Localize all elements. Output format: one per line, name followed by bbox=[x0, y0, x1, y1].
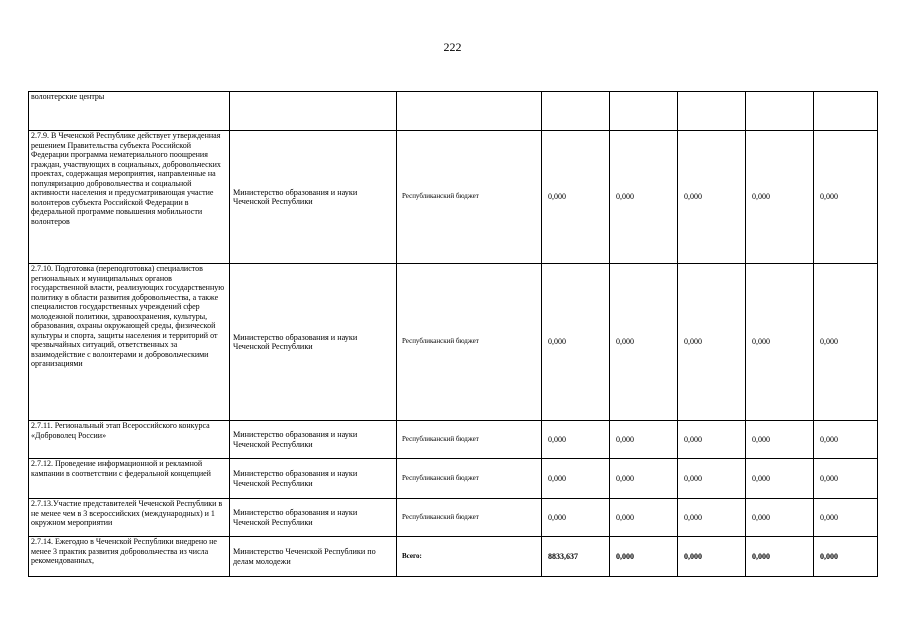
value-cell: 0,000 bbox=[678, 421, 746, 459]
value-cell bbox=[746, 92, 814, 131]
table-row bbox=[29, 537, 878, 577]
executor-cell: Министерство Чеченской Республики по делам молодежи bbox=[230, 537, 397, 577]
table-row bbox=[29, 92, 878, 131]
value-cell: 0,000 bbox=[542, 131, 610, 264]
event-cell: волонтерские центры bbox=[29, 92, 230, 131]
table-row bbox=[29, 499, 878, 537]
event-cell: 2.7.11. Региональный этап Всероссийского конкурса «Доброволец России» bbox=[29, 421, 230, 459]
funding-source-cell: Республиканский бюджет bbox=[397, 264, 542, 421]
value-cell: 0,000 bbox=[814, 499, 878, 537]
value-cell: 0,000 bbox=[610, 131, 678, 264]
value-cell: 8833,637 bbox=[542, 537, 610, 577]
value-cell: 0,000 bbox=[542, 264, 610, 421]
event-cell: 2.7.14. Ежегодно в Чеченской Республики внедрено не менее 3 практик развития добровольчества из числа рекомендованных, bbox=[29, 537, 230, 577]
value-cell: 0,000 bbox=[678, 131, 746, 264]
funding-source-cell bbox=[397, 92, 542, 131]
executor-cell: Министерство образования и науки Чеченской Республики bbox=[230, 421, 397, 459]
page-number: 222 bbox=[443, 40, 462, 54]
value-cell bbox=[610, 92, 678, 131]
executor-cell: Министерство образования и науки Чеченской Республики bbox=[230, 131, 397, 264]
value-cell: 0,000 bbox=[814, 131, 878, 264]
value-cell: 0,000 bbox=[542, 421, 610, 459]
value-cell: 0,000 bbox=[610, 421, 678, 459]
value-cell: 0,000 bbox=[746, 537, 814, 577]
funding-source-cell: Республиканский бюджет bbox=[397, 499, 542, 537]
value-cell: 0,000 bbox=[678, 459, 746, 499]
table-row bbox=[29, 264, 878, 421]
funding-source-cell: Всего: bbox=[397, 537, 542, 577]
event-cell: 2.7.9. В Чеченской Республике действует утвержденная решением Правительства субъекта Российской Федерации программа нематериального поощрения граждан, участвующих в социальных, добровольческих проектах, содержащая мероприятия, направленные на популяризацию добровольчества и социальной активности населения и предусматривающая участие волонтеров субъекта Российской Федерации в федеральной программе повышения мобильности волонтеров bbox=[29, 131, 230, 264]
program-events-table bbox=[28, 91, 878, 577]
value-cell: 0,000 bbox=[610, 459, 678, 499]
value-cell: 0,000 bbox=[814, 264, 878, 421]
executor-cell: Министерство образования и науки Чеченской Республики bbox=[230, 264, 397, 421]
value-cell: 0,000 bbox=[542, 499, 610, 537]
value-cell: 0,000 bbox=[542, 459, 610, 499]
executor-cell: Министерство образования и науки Чеченской Республики bbox=[230, 499, 397, 537]
value-cell: 0,000 bbox=[678, 537, 746, 577]
event-cell: 2.7.10. Подготовка (переподготовка) специалистов региональных и муниципальных органов государственной власти, реализующих государственную политику в области развития добровольчества, а также специалистов государственных учреждений сфер молодежной политики, здравоохранения, культуры, образования, охраны окружающей среды, физической культуры и спорта, защиты населения и территорий от чрезвычайных ситуаций, ответственных за взаимодействие с волонтерами и добровольческими организациями bbox=[29, 264, 230, 421]
value-cell: 0,000 bbox=[746, 264, 814, 421]
funding-source-cell: Республиканский бюджет bbox=[397, 131, 542, 264]
table-row bbox=[29, 421, 878, 459]
value-cell: 0,000 bbox=[610, 499, 678, 537]
value-cell: 0,000 bbox=[610, 537, 678, 577]
value-cell: 0,000 bbox=[814, 421, 878, 459]
event-cell: 2.7.12. Проведение информационной и рекламной кампании в соответствии с федеральной концепцией bbox=[29, 459, 230, 499]
value-cell bbox=[814, 92, 878, 131]
executor-cell bbox=[230, 92, 397, 131]
value-cell: 0,000 bbox=[746, 459, 814, 499]
table-row bbox=[29, 131, 878, 264]
value-cell: 0,000 bbox=[746, 499, 814, 537]
funding-source-cell: Республиканский бюджет bbox=[397, 421, 542, 459]
event-cell: 2.7.13.Участие представителей Чеченской Республики в не менее чем в 3 всероссийских (международных) и 1 окружном мероприятии bbox=[29, 499, 230, 537]
funding-source-cell: Республиканский бюджет bbox=[397, 459, 542, 499]
value-cell: 0,000 bbox=[814, 459, 878, 499]
value-cell bbox=[678, 92, 746, 131]
value-cell: 0,000 bbox=[746, 421, 814, 459]
value-cell: 0,000 bbox=[678, 499, 746, 537]
table-row bbox=[29, 459, 878, 499]
executor-cell: Министерство образования и науки Чеченской Республики bbox=[230, 459, 397, 499]
value-cell: 0,000 bbox=[746, 131, 814, 264]
value-cell bbox=[542, 92, 610, 131]
value-cell: 0,000 bbox=[678, 264, 746, 421]
value-cell: 0,000 bbox=[610, 264, 678, 421]
value-cell: 0,000 bbox=[814, 537, 878, 577]
